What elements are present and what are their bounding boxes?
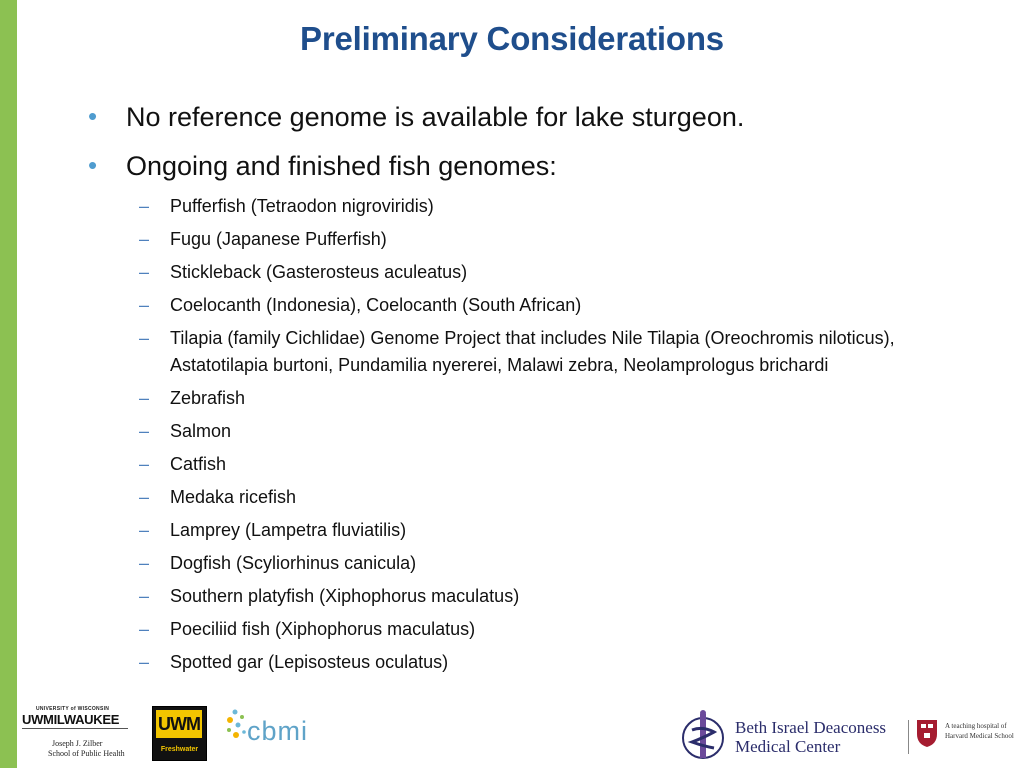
fish-genome-list	[88, 193, 988, 675]
dash-icon: –	[139, 295, 150, 315]
uwm-school-line2: School of Public Health	[48, 749, 125, 758]
fish-genome-text: Stickleback (Gasterosteus aculeatus)	[170, 262, 468, 282]
bullet-item	[88, 101, 988, 134]
uwm-square-text: UWM	[156, 710, 202, 738]
fish-genome-text: Dogfish (Scyliorhinus canicula)	[170, 552, 417, 573]
fish-genome-item	[88, 385, 988, 412]
dash-icon: –	[139, 387, 150, 408]
bullet-text: No reference genome is available for lake sturgeon.	[126, 102, 745, 132]
bullet-icon: •	[88, 150, 98, 180]
cbmi-logo	[225, 708, 335, 758]
dash-icon: –	[139, 262, 150, 282]
uwm-name-text: UWMILWAUKEE	[22, 712, 120, 727]
bidmc-emblem-icon	[680, 708, 726, 764]
harvard-line1: A teaching hospital of	[945, 722, 1007, 730]
logo-divider	[908, 720, 909, 754]
fish-genome-text: Fugu (Japanese Pufferfish)	[170, 229, 387, 249]
dash-icon: –	[139, 328, 150, 348]
fish-genome-text: Zebrafish	[170, 387, 246, 408]
dash-icon: –	[139, 618, 150, 639]
bidmc-line1: Beth Israel Deaconess	[735, 718, 887, 737]
harvard-line2: Harvard Medical School	[945, 732, 1014, 740]
fish-genome-item	[88, 484, 988, 511]
fish-genome-item	[88, 259, 988, 286]
fish-genome-item	[88, 292, 988, 319]
fish-genome-text: Pufferfish (Tetraodon nigroviridis)	[170, 196, 434, 216]
uwm-school-line1: Joseph J. Zilber	[52, 739, 103, 748]
harvard-shield-icon	[915, 718, 939, 748]
fish-genome-text: Southern platyfish (Xiphophorus maculatus)	[170, 585, 520, 606]
uwm-divider	[22, 728, 128, 729]
uwm-zilber-logo	[22, 706, 134, 764]
footer-logos	[0, 706, 1024, 768]
dash-icon: –	[139, 486, 150, 507]
uwm-freshwater-logo	[152, 706, 207, 761]
fish-genome-item	[88, 226, 988, 253]
harvard-logo	[915, 716, 1021, 756]
dash-icon: –	[139, 585, 150, 606]
slide-body	[88, 101, 988, 682]
slide-title: Preliminary Considerations	[300, 20, 724, 57]
dash-icon: –	[139, 651, 150, 672]
fish-genome-text: Spotted gar (Lepisosteus oculatus)	[170, 651, 449, 672]
accent-sidebar-bar	[0, 0, 17, 768]
bullet-item	[88, 150, 988, 183]
fish-genome-item	[88, 517, 988, 544]
freshwater-text: Freshwater	[160, 746, 199, 753]
dash-icon: –	[139, 552, 150, 573]
fish-genome-item	[88, 649, 988, 676]
uwm-top-text: UNIVERSITY of WISCONSIN	[36, 706, 110, 712]
fish-genome-text: Coelocanth (Indonesia), Coelocanth (South African)	[170, 295, 582, 315]
fish-genome-item	[88, 325, 988, 378]
fish-genome-text: Salmon	[170, 420, 232, 441]
bidmc-line2: Medical Center	[735, 737, 841, 756]
fish-genome-text: Tilapia (family Cichlidae) Genome Project that includes Nile Tilapia (Oreochromis niloticus), Astatotilapia burtoni, Pundamilia nyererei, Malawi zebra, Neolamprologus brichardi	[170, 328, 895, 375]
fish-genome-item	[88, 418, 988, 445]
dash-icon: –	[139, 196, 150, 216]
fish-genome-item	[88, 583, 988, 610]
fish-genome-item	[88, 616, 988, 643]
dash-icon: –	[139, 229, 150, 249]
bullet-icon: •	[88, 101, 98, 131]
bullet-text: Ongoing and finished fish genomes:	[126, 151, 557, 181]
fish-genome-text: Lamprey (Lampetra fluviatilis)	[170, 519, 407, 540]
cbmi-text: cbmi	[247, 716, 309, 746]
fish-genome-text: Catfish	[170, 453, 227, 474]
fish-genome-item	[88, 451, 988, 478]
dash-icon: –	[139, 420, 150, 441]
fish-genome-text: Medaka ricefish	[170, 486, 297, 507]
dash-icon: –	[139, 453, 150, 474]
dash-icon: –	[139, 519, 150, 540]
fish-genome-text: Poeciliid fish (Xiphophorus maculatus)	[170, 618, 476, 639]
fish-genome-item	[88, 550, 988, 577]
bidmc-logo	[680, 706, 905, 766]
fish-genome-item	[88, 193, 988, 220]
